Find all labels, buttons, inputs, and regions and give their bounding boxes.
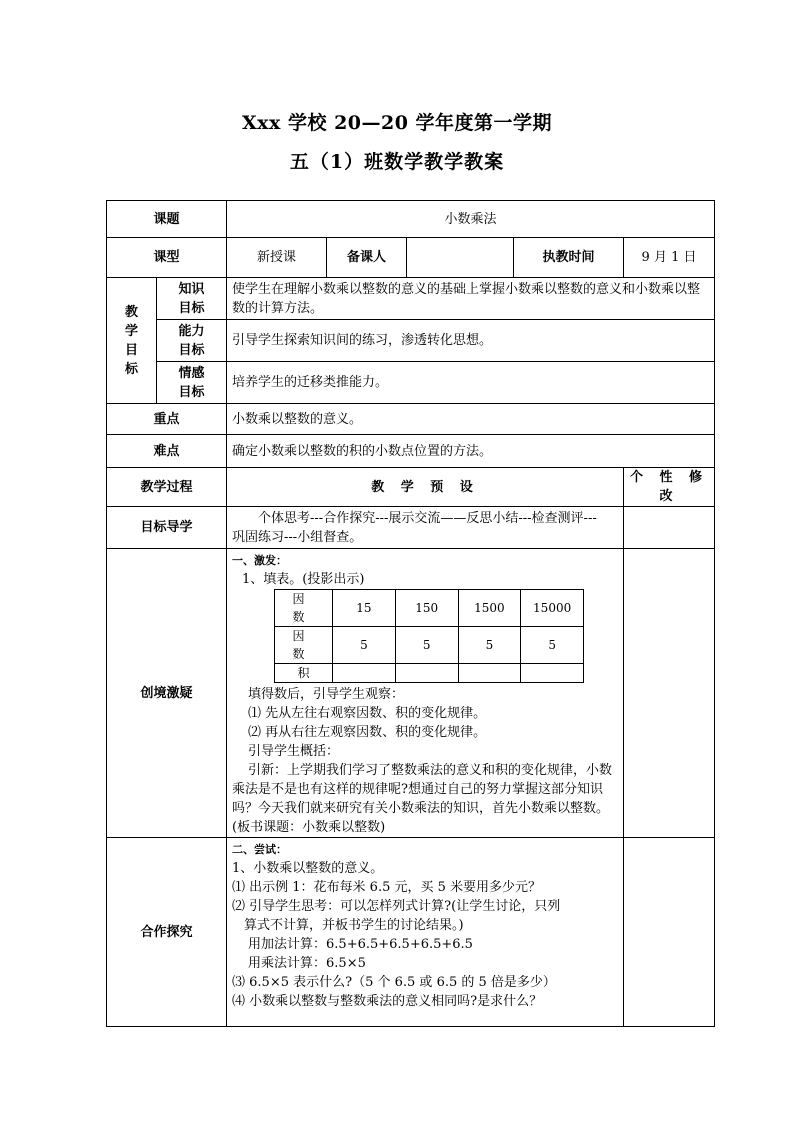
difficulty-label: 难点 bbox=[107, 435, 227, 468]
difficulty-text: 确定小数乘以整数的积的小数点位置的方法。 bbox=[227, 435, 715, 468]
factor-cell: 5 bbox=[521, 627, 584, 664]
product-row-label: 积 bbox=[275, 664, 333, 683]
cooperation-q2a: ⑵ 引导学生思考：可以怎样列式计算?(让学生讨论，只列 bbox=[232, 899, 561, 914]
scenario-step2: ⑵ 再从右往左观察因数、积的变化规律。 bbox=[248, 725, 487, 740]
goals-side-label: 教 学 目 标 bbox=[107, 278, 157, 404]
cooperation-mul: 用乘法计算：6.5×5 bbox=[248, 956, 366, 971]
factor-table bbox=[274, 589, 584, 683]
type-value: 新授课 bbox=[227, 238, 327, 278]
factor-cell: 150 bbox=[395, 590, 458, 627]
product-cell bbox=[458, 664, 521, 683]
factor-cell: 15 bbox=[333, 590, 396, 627]
plan-column-header: 教 学 预 设 bbox=[227, 468, 624, 507]
scenario-summary: 引导学生概括： bbox=[248, 744, 340, 759]
scenario-step1: ⑴ 先从左往右观察因数、积的变化规律。 bbox=[248, 706, 487, 721]
scenario-after: 填得数后，引导学生观察： bbox=[248, 687, 405, 702]
type-label: 课型 bbox=[107, 238, 227, 278]
factor-cell: 5 bbox=[458, 627, 521, 664]
ability-goal-label: 能力 目标 bbox=[157, 320, 227, 362]
cooperation-q3: ⑶ 6.5×5 表示什么?（5 个 6.5 或 6.5 的 5 倍是多少） bbox=[232, 975, 556, 990]
key-point-text: 小数乘以整数的意义。 bbox=[227, 404, 715, 435]
scenario-content bbox=[227, 549, 624, 838]
factor-row-2 bbox=[275, 627, 584, 664]
emotion-goal-label: 情感 目标 bbox=[157, 362, 227, 404]
knowledge-goal-text: 使学生在理解小数乘以整数的意义的基础上掌握小数乘以整数的意义和小数乘以整数的计算方法。 bbox=[227, 278, 715, 320]
cooperation-content bbox=[227, 838, 624, 1027]
cooperation-label: 合作探究 bbox=[107, 838, 227, 1027]
emotion-goal-text: 培养学生的迁移类推能力。 bbox=[227, 362, 715, 404]
guide-label: 目标导学 bbox=[107, 507, 227, 549]
factor-cell: 5 bbox=[333, 627, 396, 664]
product-cell bbox=[521, 664, 584, 683]
cooperation-q2b: 算式不计算，并板书学生的讨论结果。) bbox=[244, 918, 464, 933]
factor-cell: 5 bbox=[395, 627, 458, 664]
knowledge-goal-label: 知识 目标 bbox=[157, 278, 227, 320]
key-point-label: 重点 bbox=[107, 404, 227, 435]
preparer-value bbox=[407, 238, 514, 278]
ability-goal-text: 引导学生探索知识间的练习，渗透转化思想。 bbox=[227, 320, 715, 362]
factor-row-1 bbox=[275, 590, 584, 627]
product-cell bbox=[333, 664, 396, 683]
time-label: 执教时间 bbox=[514, 238, 624, 278]
factor-row-label: 因 数 bbox=[275, 627, 333, 664]
scenario-intro: 引新：上学期我们学习了整数乘法的意义和积的变化规律，小数乘法是不是也有这样的规律呢?想通过自己的努力掌握这部分知识吗？今天我们就来研究有关小数乘法的知识，首先小数乘以整数。(板书课题：小数乘以整数) bbox=[232, 763, 613, 835]
cooperation-q4: ⑷ 小数乘以整数与整数乘法的意义相同吗?是求什么？ bbox=[232, 994, 543, 1009]
factor-cell: 15000 bbox=[521, 590, 584, 627]
process-label: 教学过程 bbox=[107, 468, 227, 507]
preparer-label: 备课人 bbox=[327, 238, 407, 278]
time-value: 9 月 1 日 bbox=[624, 238, 715, 278]
topic-value: 小数乘法 bbox=[227, 201, 715, 238]
cooperation-item1: 1、小数乘以整数的意义。 bbox=[232, 861, 384, 876]
lesson-plan-table bbox=[106, 200, 715, 1027]
revise-column-header: 个 性 修 改 bbox=[624, 468, 715, 507]
cooperation-heading: 二、尝试： bbox=[232, 843, 288, 856]
product-cell bbox=[395, 664, 458, 683]
scenario-revise-cell bbox=[624, 549, 715, 838]
cooperation-revise-cell bbox=[624, 838, 715, 1027]
page-subtitle: 五（1）班数学教学教案 bbox=[289, 151, 505, 173]
factor-cell: 1500 bbox=[458, 590, 521, 627]
guide-revise-cell bbox=[624, 507, 715, 549]
product-row bbox=[275, 664, 584, 683]
scenario-heading: 一、激发： bbox=[232, 554, 288, 567]
cooperation-add: 用加法计算：6.5+6.5+6.5+6.5+6.5 bbox=[248, 937, 473, 952]
page-title: Xxx 学校 20—20 学年度第一学期 bbox=[241, 112, 553, 134]
topic-label: 课题 bbox=[107, 201, 227, 238]
cooperation-q1: ⑴ 出示例 1：花布每米 6.5 元，买 5 米要用多少元？ bbox=[232, 880, 542, 895]
scenario-item1: 1、填表。(投影出示) bbox=[242, 572, 365, 587]
scenario-label: 创境激疑 bbox=[107, 549, 227, 838]
factor-row-label: 因 数 bbox=[275, 590, 333, 627]
guide-text: 个体思考---合作探究---展示交流——反思小结---检查测评---巩固练习---小组督查。 bbox=[227, 507, 624, 549]
